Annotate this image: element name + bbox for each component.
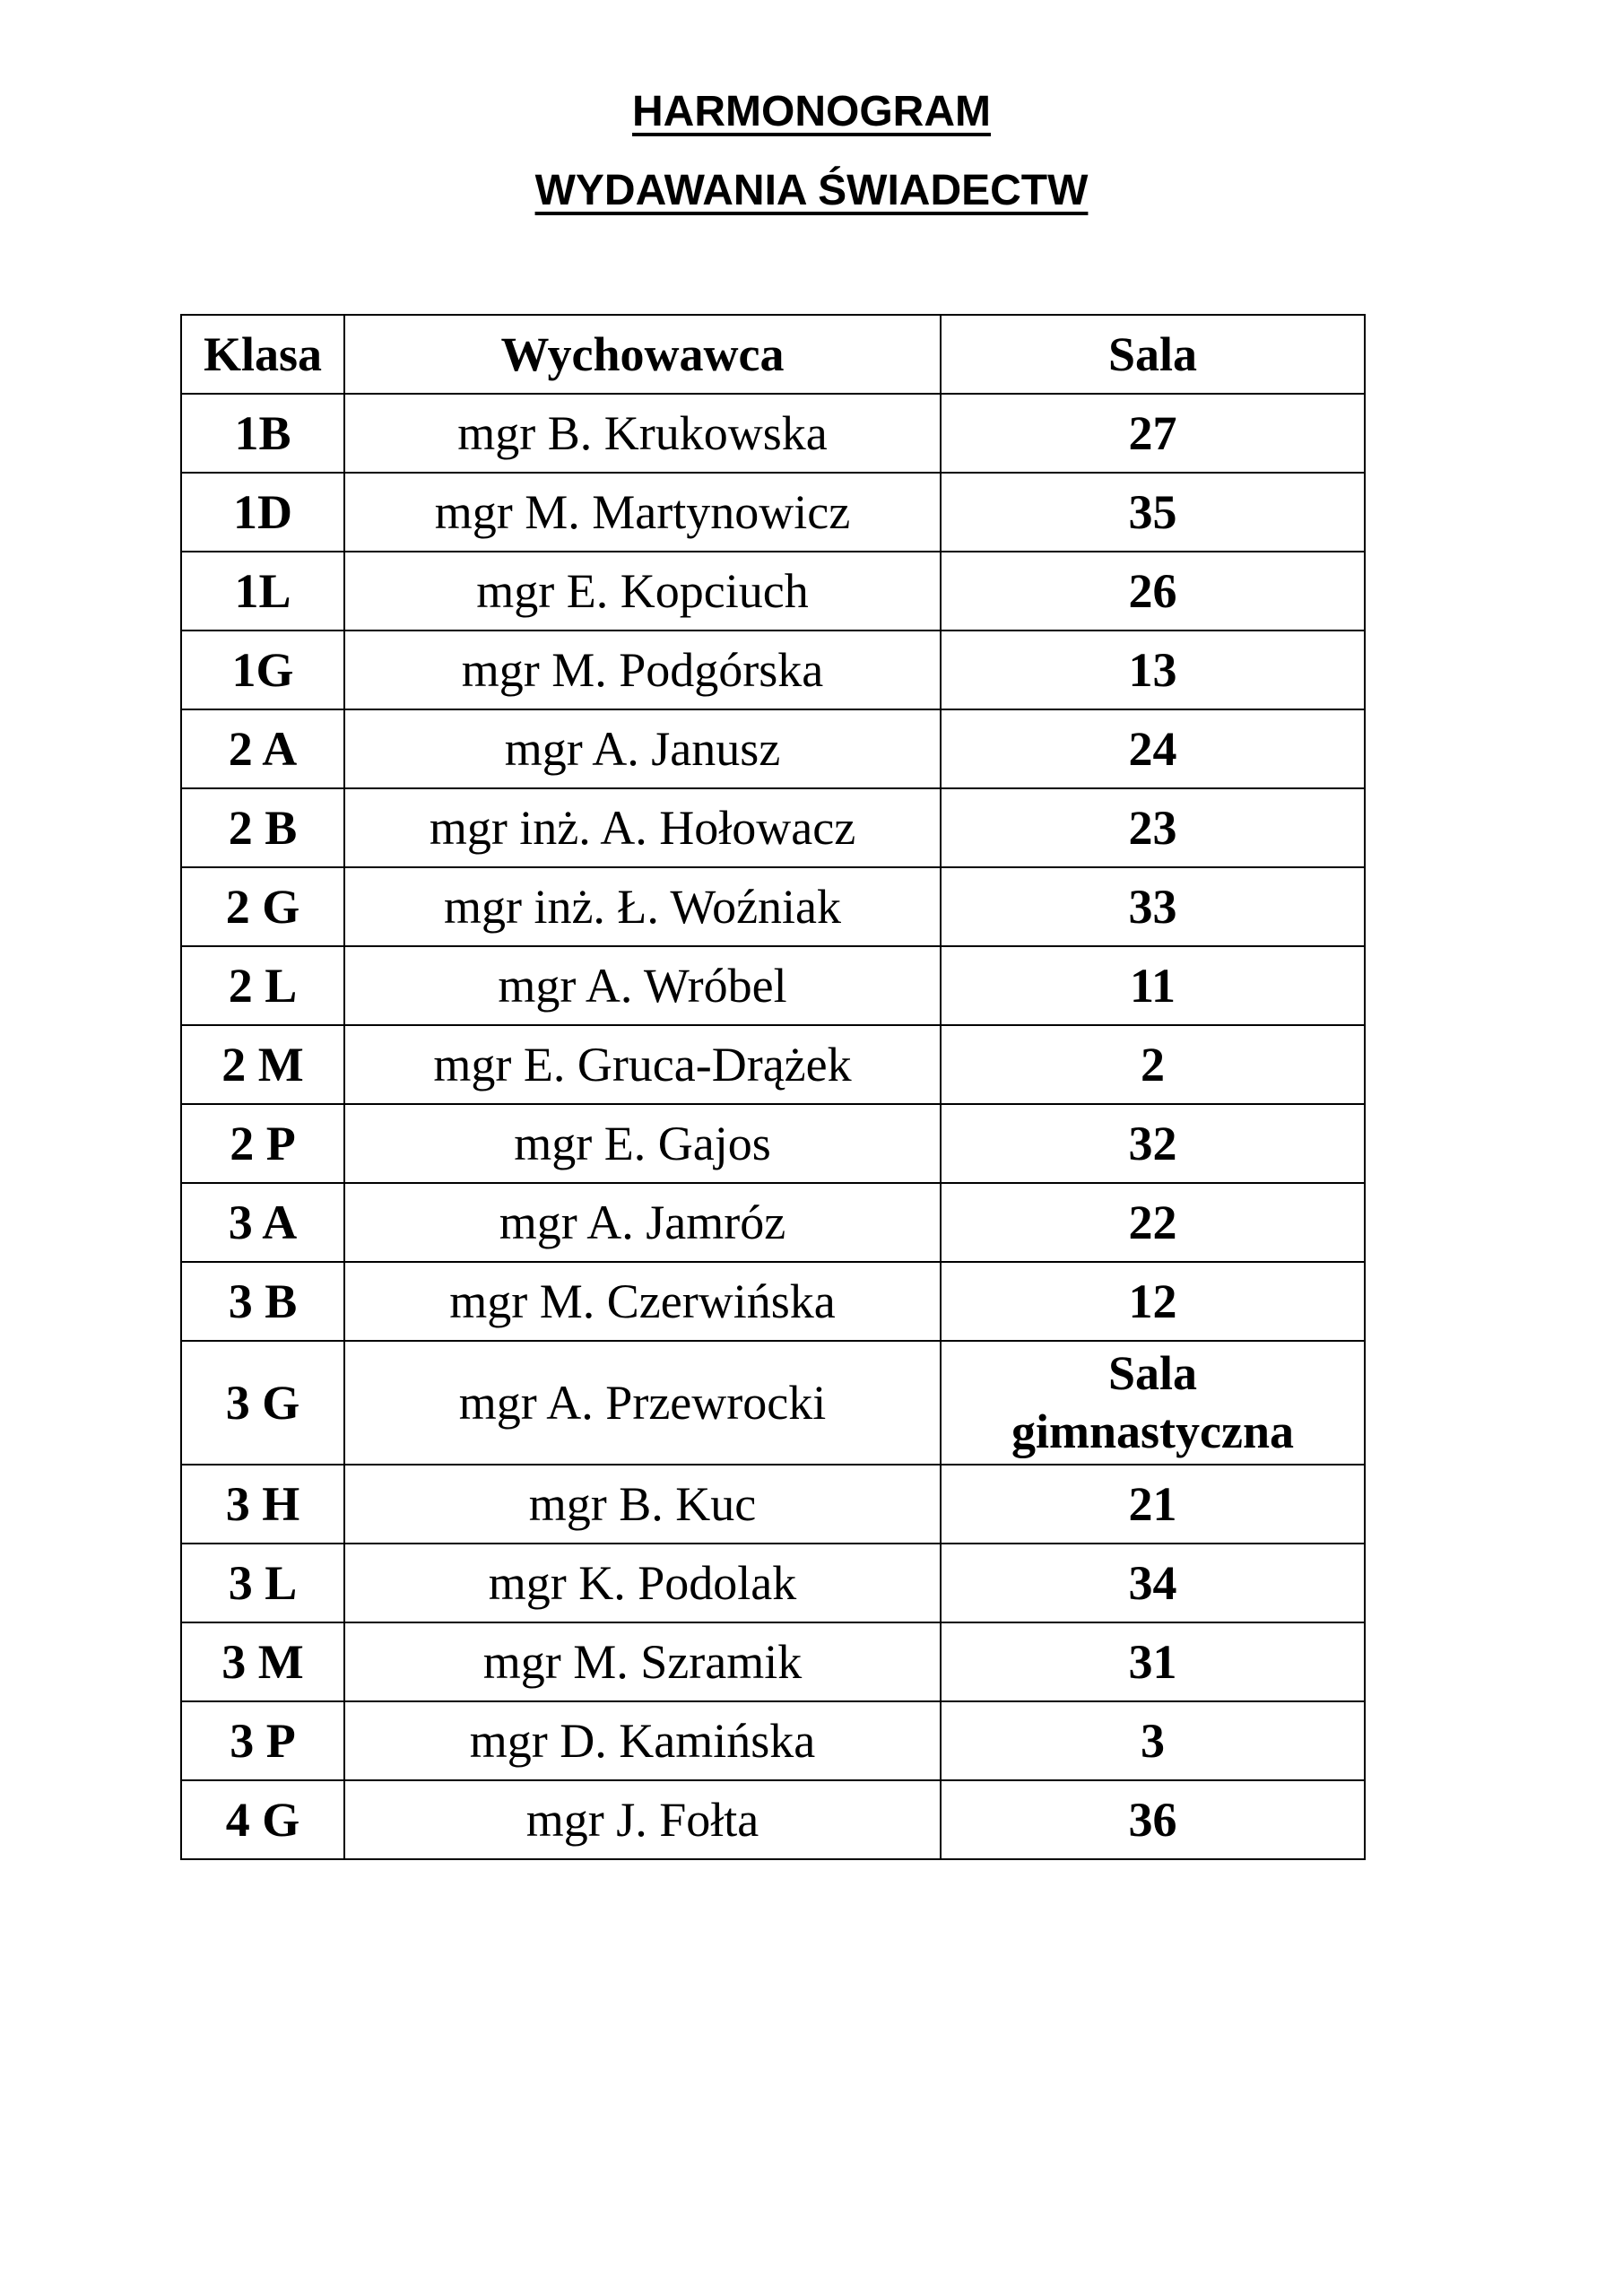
cell-klasa: 2 B xyxy=(181,788,344,867)
cell-sala-line-1: Sala xyxy=(1107,1346,1198,1401)
cell-wychowawca: mgr E. Gruca-Drążek xyxy=(344,1025,941,1104)
cell-klasa: 4 G xyxy=(181,1780,344,1859)
cell-sala-line-2: gimnastyczna xyxy=(1011,1405,1294,1458)
table-row xyxy=(181,552,1365,631)
cell-sala: 26 xyxy=(941,552,1365,631)
cell-wychowawca: mgr K. Podolak xyxy=(344,1544,941,1622)
table-row xyxy=(181,473,1365,552)
cell-klasa: 1G xyxy=(181,631,344,709)
cell-wychowawca: mgr D. Kamińska xyxy=(344,1701,941,1780)
table-row xyxy=(181,1262,1365,1341)
cell-sala: 24 xyxy=(941,709,1365,788)
cell-sala: 27 xyxy=(941,394,1365,473)
cell-wychowawca: mgr A. Wróbel xyxy=(344,946,941,1025)
table-row xyxy=(181,1341,1365,1465)
cell-sala: 13 xyxy=(941,631,1365,709)
cell-sala: 34 xyxy=(941,1544,1365,1622)
cell-klasa: 3 A xyxy=(181,1183,344,1262)
schedule-table xyxy=(180,314,1366,1860)
table-row xyxy=(181,1544,1365,1622)
table-row xyxy=(181,1025,1365,1104)
cell-wychowawca: mgr E. Kopciuch xyxy=(344,552,941,631)
table-row xyxy=(181,1780,1365,1859)
table-row xyxy=(181,788,1365,867)
document-title-line-1: HARMONOGRAM xyxy=(632,88,991,135)
header-klasa: Klasa xyxy=(181,315,344,394)
cell-klasa: 3 G xyxy=(181,1341,344,1465)
table-row xyxy=(181,1104,1365,1183)
cell-sala: 3 xyxy=(941,1701,1365,1780)
cell-wychowawca: mgr J. Fołta xyxy=(344,1780,941,1859)
cell-klasa: 2 L xyxy=(181,946,344,1025)
cell-sala: 11 xyxy=(941,946,1365,1025)
table-row xyxy=(181,1701,1365,1780)
header-sala: Sala xyxy=(941,315,1365,394)
cell-klasa: 1L xyxy=(181,552,344,631)
cell-wychowawca: mgr inż. Ł. Woźniak xyxy=(344,867,941,946)
cell-sala: 21 xyxy=(941,1465,1365,1544)
cell-klasa: 3 M xyxy=(181,1622,344,1701)
cell-sala: 35 xyxy=(941,473,1365,552)
cell-wychowawca: mgr B. Kuc xyxy=(344,1465,941,1544)
cell-sala xyxy=(941,1341,1365,1465)
cell-sala: 22 xyxy=(941,1183,1365,1262)
cell-sala: 33 xyxy=(941,867,1365,946)
cell-wychowawca: mgr M. Czerwińska xyxy=(344,1262,941,1341)
table-row xyxy=(181,1622,1365,1701)
table-row xyxy=(181,867,1365,946)
cell-wychowawca: mgr M. Martynowicz xyxy=(344,473,941,552)
cell-wychowawca: mgr inż. A. Hołowacz xyxy=(344,788,941,867)
header-wychowawca: Wychowawca xyxy=(344,315,941,394)
table-row xyxy=(181,1183,1365,1262)
cell-sala: 31 xyxy=(941,1622,1365,1701)
cell-klasa: 2 G xyxy=(181,867,344,946)
table-row xyxy=(181,709,1365,788)
cell-klasa: 2 P xyxy=(181,1104,344,1183)
cell-klasa: 3 P xyxy=(181,1701,344,1780)
cell-wychowawca: mgr E. Gajos xyxy=(344,1104,941,1183)
table-row xyxy=(181,394,1365,473)
cell-klasa: 3 H xyxy=(181,1465,344,1544)
cell-sala: 36 xyxy=(941,1780,1365,1859)
cell-sala: 12 xyxy=(941,1262,1365,1341)
table-row xyxy=(181,631,1365,709)
table-row xyxy=(181,946,1365,1025)
cell-klasa: 1D xyxy=(181,473,344,552)
cell-wychowawca: mgr M. Podgórska xyxy=(344,631,941,709)
header-row xyxy=(181,315,1365,394)
cell-sala: 2 xyxy=(941,1025,1365,1104)
cell-sala: 32 xyxy=(941,1104,1365,1183)
cell-wychowawca: mgr A. Janusz xyxy=(344,709,941,788)
document-title-line-2: WYDAWANIA ŚWIADECTW xyxy=(534,167,1089,214)
cell-wychowawca: mgr A. Przewrocki xyxy=(344,1341,941,1465)
cell-klasa: 2 M xyxy=(181,1025,344,1104)
cell-klasa: 1B xyxy=(181,394,344,473)
cell-klasa: 3 L xyxy=(181,1544,344,1622)
table-row xyxy=(181,1465,1365,1544)
cell-klasa: 2 A xyxy=(181,709,344,788)
cell-wychowawca: mgr B. Krukowska xyxy=(344,394,941,473)
cell-sala: 23 xyxy=(941,788,1365,867)
cell-klasa: 3 B xyxy=(181,1262,344,1341)
cell-wychowawca: mgr A. Jamróz xyxy=(344,1183,941,1262)
cell-wychowawca: mgr M. Szramik xyxy=(344,1622,941,1701)
